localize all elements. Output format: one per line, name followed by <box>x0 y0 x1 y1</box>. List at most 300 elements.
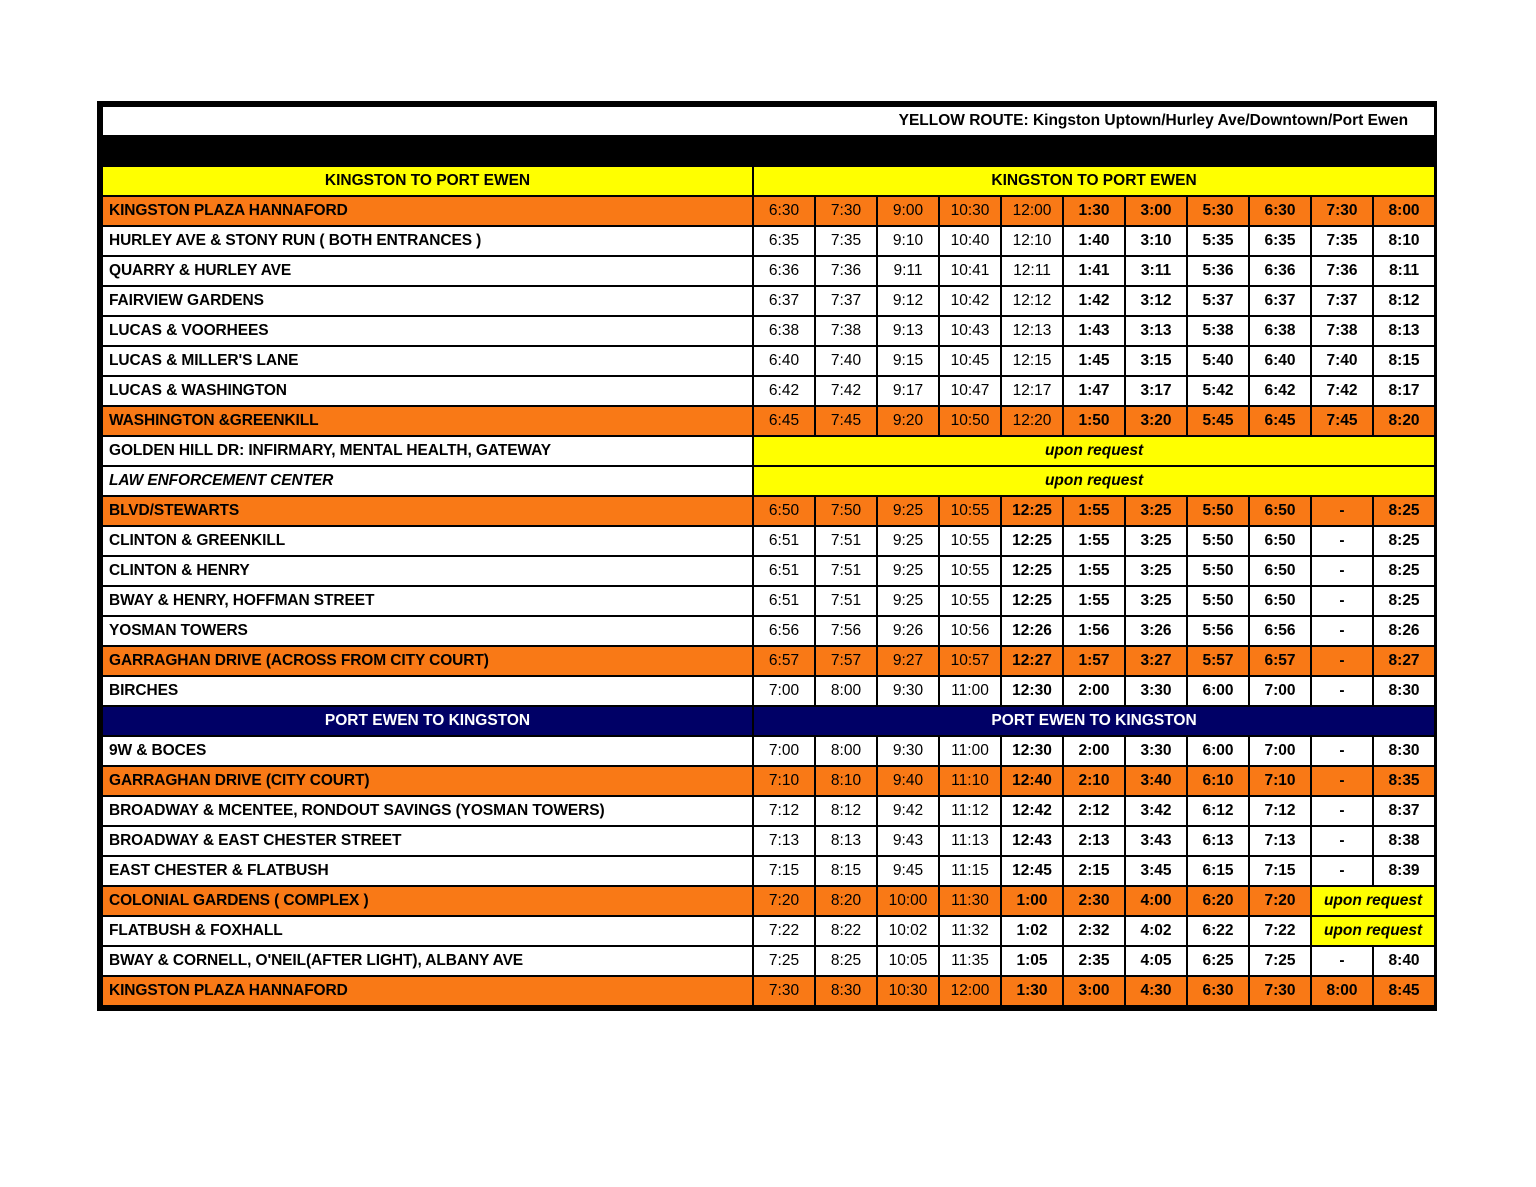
time-cell: 8:30 <box>1373 676 1435 706</box>
time-cell: 6:38 <box>753 316 815 346</box>
time-cell: 6:22 <box>1187 916 1249 946</box>
time-cell: 6:30 <box>753 196 815 226</box>
time-cell: 8:39 <box>1373 856 1435 886</box>
time-cell: 10:02 <box>877 916 939 946</box>
time-cell: 9:43 <box>877 826 939 856</box>
section-header-row-port-ewen-to-kingston <box>102 706 1435 736</box>
time-cell: 3:43 <box>1125 826 1187 856</box>
time-cell: 1:56 <box>1063 616 1125 646</box>
time-cell: 6:15 <box>1187 856 1249 886</box>
time-cell: 10:50 <box>939 406 1001 436</box>
time-cell: 5:40 <box>1187 346 1249 376</box>
time-cell: 2:00 <box>1063 736 1125 766</box>
time-cell: 8:20 <box>815 886 877 916</box>
time-cell: 10:00 <box>877 886 939 916</box>
time-cell: 7:15 <box>753 856 815 886</box>
time-cell: 2:35 <box>1063 946 1125 976</box>
time-cell: 8:35 <box>1373 766 1435 796</box>
time-cell: 3:25 <box>1125 496 1187 526</box>
time-cell: 7:51 <box>815 586 877 616</box>
route-banner-row <box>102 106 1435 136</box>
table-row <box>102 856 1435 886</box>
time-cell: 4:00 <box>1125 886 1187 916</box>
time-cell: 6:50 <box>1249 556 1311 586</box>
time-cell: 9:45 <box>877 856 939 886</box>
time-cell: 8:13 <box>1373 316 1435 346</box>
time-cell: 6:13 <box>1187 826 1249 856</box>
time-cell: 9:11 <box>877 256 939 286</box>
time-cell: 10:43 <box>939 316 1001 346</box>
time-cell: 7:42 <box>1311 376 1373 406</box>
time-cell: 1:40 <box>1063 226 1125 256</box>
time-cell: - <box>1311 676 1373 706</box>
table-row <box>102 916 1435 946</box>
schedule-body <box>102 106 1435 1006</box>
time-cell: 6:36 <box>753 256 815 286</box>
time-cell: 6:37 <box>1249 286 1311 316</box>
stop-name-cell: COLONIAL GARDENS ( COMPLEX ) <box>102 886 753 916</box>
time-cell: 12:13 <box>1001 316 1063 346</box>
time-cell: 7:13 <box>753 826 815 856</box>
time-cell: 7:35 <box>1311 226 1373 256</box>
table-row <box>102 526 1435 556</box>
time-cell: 10:41 <box>939 256 1001 286</box>
time-cell: 2:15 <box>1063 856 1125 886</box>
table-row <box>102 676 1435 706</box>
table-row <box>102 466 1435 496</box>
stop-name-cell: CLINTON & GREENKILL <box>102 526 753 556</box>
time-cell: 3:10 <box>1125 226 1187 256</box>
table-row <box>102 346 1435 376</box>
time-cell: 12:27 <box>1001 646 1063 676</box>
time-cell: 1:47 <box>1063 376 1125 406</box>
table-row <box>102 286 1435 316</box>
stop-name-cell: LAW ENFORCEMENT CENTER <box>102 466 753 496</box>
stop-name-cell: KINGSTON PLAZA HANNAFORD <box>102 976 753 1006</box>
section-header-row-kingston-to-port-ewen <box>102 166 1435 196</box>
time-cell: 7:42 <box>815 376 877 406</box>
time-cell: 8:40 <box>1373 946 1435 976</box>
time-cell: 3:26 <box>1125 616 1187 646</box>
time-cell: 6:51 <box>753 526 815 556</box>
time-cell: 5:56 <box>1187 616 1249 646</box>
time-cell: 5:36 <box>1187 256 1249 286</box>
time-cell: 10:45 <box>939 346 1001 376</box>
time-cell: 8:00 <box>815 676 877 706</box>
time-cell: 9:25 <box>877 496 939 526</box>
time-cell: 6:30 <box>1187 976 1249 1006</box>
time-cell: 8:00 <box>1373 196 1435 226</box>
table-row <box>102 556 1435 586</box>
time-cell: 9:26 <box>877 616 939 646</box>
time-cell: 1:55 <box>1063 526 1125 556</box>
time-cell: 3:30 <box>1125 736 1187 766</box>
upon-request-banner: upon request <box>753 466 1435 496</box>
time-cell: 3:42 <box>1125 796 1187 826</box>
time-cell: 3:13 <box>1125 316 1187 346</box>
time-cell: 6:56 <box>1249 616 1311 646</box>
time-cell: 3:00 <box>1125 196 1187 226</box>
stop-name-cell: LUCAS & MILLER'S LANE <box>102 346 753 376</box>
time-cell: 9:25 <box>877 556 939 586</box>
time-cell: 10:55 <box>939 556 1001 586</box>
time-cell: 8:15 <box>1373 346 1435 376</box>
time-cell: - <box>1311 616 1373 646</box>
time-cell: 6:40 <box>1249 346 1311 376</box>
time-cell: 7:36 <box>815 256 877 286</box>
time-cell: - <box>1311 496 1373 526</box>
time-cell: 7:25 <box>1249 946 1311 976</box>
time-cell: 8:37 <box>1373 796 1435 826</box>
time-cell: 6:35 <box>753 226 815 256</box>
time-cell: 1:43 <box>1063 316 1125 346</box>
time-cell: 10:42 <box>939 286 1001 316</box>
time-cell: 8:25 <box>1373 526 1435 556</box>
time-cell: 9:00 <box>877 196 939 226</box>
time-cell: 6:50 <box>753 496 815 526</box>
time-cell: - <box>1311 586 1373 616</box>
time-cell: 1:42 <box>1063 286 1125 316</box>
time-cell: 1:45 <box>1063 346 1125 376</box>
time-cell: 6:42 <box>753 376 815 406</box>
time-cell: 5:30 <box>1187 196 1249 226</box>
time-cell: - <box>1311 826 1373 856</box>
stop-name-cell: 9W & BOCES <box>102 736 753 766</box>
time-cell: 12:00 <box>939 976 1001 1006</box>
time-cell: 10:55 <box>939 526 1001 556</box>
time-cell: 4:30 <box>1125 976 1187 1006</box>
time-cell: 12:17 <box>1001 376 1063 406</box>
time-cell: 7:30 <box>1311 196 1373 226</box>
time-cell: 8:25 <box>1373 556 1435 586</box>
time-cell: 6:10 <box>1187 766 1249 796</box>
time-cell: 10:05 <box>877 946 939 976</box>
time-cell: 7:50 <box>815 496 877 526</box>
time-cell: - <box>1311 946 1373 976</box>
time-cell: 8:30 <box>815 976 877 1006</box>
time-cell: 8:17 <box>1373 376 1435 406</box>
section-header-left-kingston-to-port-ewen: KINGSTON TO PORT EWEN <box>102 166 753 196</box>
time-cell: - <box>1311 796 1373 826</box>
route-banner-title: YELLOW ROUTE: Kingston Uptown/Hurley Ave/Downtown/Port Ewen <box>102 106 1435 136</box>
time-cell: 6:57 <box>1249 646 1311 676</box>
time-cell: 1:02 <box>1001 916 1063 946</box>
time-cell: 12:20 <box>1001 406 1063 436</box>
time-cell: 12:45 <box>1001 856 1063 886</box>
stop-name-cell: BLVD/STEWARTS <box>102 496 753 526</box>
time-cell: 6:51 <box>753 586 815 616</box>
schedule-table-container <box>97 101 1437 1011</box>
time-cell: 7:22 <box>753 916 815 946</box>
time-cell: 6:50 <box>1249 526 1311 556</box>
time-cell: 7:51 <box>815 556 877 586</box>
time-cell: 3:40 <box>1125 766 1187 796</box>
time-cell: 3:25 <box>1125 556 1187 586</box>
table-row <box>102 766 1435 796</box>
time-cell: 7:12 <box>753 796 815 826</box>
time-cell: 6:30 <box>1249 196 1311 226</box>
time-cell: 10:30 <box>877 976 939 1006</box>
time-cell: 6:57 <box>753 646 815 676</box>
stop-name-cell: FAIRVIEW GARDENS <box>102 286 753 316</box>
time-cell: 12:12 <box>1001 286 1063 316</box>
time-cell: 8:25 <box>1373 496 1435 526</box>
time-cell: 7:38 <box>815 316 877 346</box>
time-cell: 8:26 <box>1373 616 1435 646</box>
table-row <box>102 976 1435 1006</box>
time-cell: 3:20 <box>1125 406 1187 436</box>
time-cell: 2:00 <box>1063 676 1125 706</box>
stop-name-cell: GOLDEN HILL DR: INFIRMARY, MENTAL HEALTH, GATEWAY <box>102 436 753 466</box>
stop-name-cell: BWAY & HENRY, HOFFMAN STREET <box>102 586 753 616</box>
time-cell: 10:55 <box>939 586 1001 616</box>
time-cell: 7:30 <box>1249 976 1311 1006</box>
time-cell: 7:40 <box>815 346 877 376</box>
time-cell: 2:30 <box>1063 886 1125 916</box>
section-header-right-port-ewen-to-kingston: PORT EWEN TO KINGSTON <box>753 706 1435 736</box>
time-cell: 7:00 <box>753 676 815 706</box>
time-cell: 9:12 <box>877 286 939 316</box>
time-cell: 7:30 <box>815 196 877 226</box>
time-cell: 7:37 <box>1311 286 1373 316</box>
time-cell: 6:45 <box>1249 406 1311 436</box>
stop-name-cell: BROADWAY & EAST CHESTER STREET <box>102 826 753 856</box>
time-cell: 2:13 <box>1063 826 1125 856</box>
time-cell: 7:20 <box>753 886 815 916</box>
table-row <box>102 316 1435 346</box>
time-cell: 9:42 <box>877 796 939 826</box>
time-cell: 5:42 <box>1187 376 1249 406</box>
table-row <box>102 436 1435 466</box>
time-cell: 7:20 <box>1249 886 1311 916</box>
stop-name-cell: BIRCHES <box>102 676 753 706</box>
upon-request-banner: upon request <box>753 436 1435 466</box>
table-row <box>102 616 1435 646</box>
time-cell: 6:45 <box>753 406 815 436</box>
stop-name-cell: BWAY & CORNELL, O'NEIL(AFTER LIGHT), ALBANY AVE <box>102 946 753 976</box>
time-cell: 12:10 <box>1001 226 1063 256</box>
time-cell: 8:27 <box>1373 646 1435 676</box>
time-cell: 3:17 <box>1125 376 1187 406</box>
time-cell: 7:25 <box>753 946 815 976</box>
time-cell: 9:13 <box>877 316 939 346</box>
time-cell: 10:47 <box>939 376 1001 406</box>
stop-name-cell: CLINTON & HENRY <box>102 556 753 586</box>
time-cell: 5:50 <box>1187 526 1249 556</box>
time-cell: 8:25 <box>815 946 877 976</box>
time-cell: 12:00 <box>1001 196 1063 226</box>
time-cell: 12:26 <box>1001 616 1063 646</box>
time-cell: 7:45 <box>815 406 877 436</box>
time-cell: 3:25 <box>1125 526 1187 556</box>
time-cell: 3:25 <box>1125 586 1187 616</box>
stop-name-cell: BROADWAY & MCENTEE, RONDOUT SAVINGS (YOSMAN TOWERS) <box>102 796 753 826</box>
time-cell: 1:55 <box>1063 556 1125 586</box>
time-cell: 8:45 <box>1373 976 1435 1006</box>
stop-name-cell: GARRAGHAN DRIVE (ACROSS FROM CITY COURT) <box>102 646 753 676</box>
stop-name-cell: KINGSTON PLAZA HANNAFORD <box>102 196 753 226</box>
time-cell: 10:55 <box>939 496 1001 526</box>
time-cell: 3:27 <box>1125 646 1187 676</box>
time-cell: 12:40 <box>1001 766 1063 796</box>
banner-spacer-row <box>102 136 1435 166</box>
time-cell: 1:57 <box>1063 646 1125 676</box>
time-cell: 8:10 <box>1373 226 1435 256</box>
time-cell: 7:15 <box>1249 856 1311 886</box>
time-cell: 5:45 <box>1187 406 1249 436</box>
time-cell: 1:50 <box>1063 406 1125 436</box>
time-cell: 7:51 <box>815 526 877 556</box>
time-cell: 6:56 <box>753 616 815 646</box>
time-cell: 8:25 <box>1373 586 1435 616</box>
table-row <box>102 406 1435 436</box>
time-cell: 6:12 <box>1187 796 1249 826</box>
banner-spacer <box>102 136 1435 166</box>
time-cell: - <box>1311 736 1373 766</box>
time-cell: 7:13 <box>1249 826 1311 856</box>
stop-name-cell: YOSMAN TOWERS <box>102 616 753 646</box>
time-cell: 11:12 <box>939 796 1001 826</box>
table-row <box>102 586 1435 616</box>
time-cell: 5:35 <box>1187 226 1249 256</box>
time-cell: 9:25 <box>877 526 939 556</box>
time-cell: 11:32 <box>939 916 1001 946</box>
time-cell: 9:15 <box>877 346 939 376</box>
time-cell: 9:27 <box>877 646 939 676</box>
time-cell: 11:15 <box>939 856 1001 886</box>
time-cell: 9:20 <box>877 406 939 436</box>
table-row <box>102 226 1435 256</box>
table-row <box>102 646 1435 676</box>
time-cell: 3:15 <box>1125 346 1187 376</box>
time-cell: 12:30 <box>1001 736 1063 766</box>
time-cell: 7:30 <box>753 976 815 1006</box>
table-row <box>102 886 1435 916</box>
time-cell: 4:02 <box>1125 916 1187 946</box>
time-cell: 6:36 <box>1249 256 1311 286</box>
time-cell: 3:45 <box>1125 856 1187 886</box>
stop-name-cell: QUARRY & HURLEY AVE <box>102 256 753 286</box>
time-cell: 1:00 <box>1001 886 1063 916</box>
time-cell: 12:25 <box>1001 586 1063 616</box>
table-row <box>102 826 1435 856</box>
time-cell: 12:25 <box>1001 526 1063 556</box>
time-cell: 5:50 <box>1187 556 1249 586</box>
stop-name-cell: LUCAS & WASHINGTON <box>102 376 753 406</box>
table-row <box>102 496 1435 526</box>
time-cell: 9:30 <box>877 736 939 766</box>
time-cell: 8:13 <box>815 826 877 856</box>
time-cell: 8:11 <box>1373 256 1435 286</box>
time-cell: 7:35 <box>815 226 877 256</box>
time-cell: 8:30 <box>1373 736 1435 766</box>
time-cell: 5:50 <box>1187 586 1249 616</box>
upon-request-cell: upon request <box>1311 886 1435 916</box>
time-cell: 6:35 <box>1249 226 1311 256</box>
time-cell: 9:17 <box>877 376 939 406</box>
time-cell: 7:38 <box>1311 316 1373 346</box>
time-cell: 8:00 <box>815 736 877 766</box>
table-row <box>102 256 1435 286</box>
time-cell: - <box>1311 556 1373 586</box>
time-cell: - <box>1311 856 1373 886</box>
time-cell: 8:15 <box>815 856 877 886</box>
time-cell: 6:20 <box>1187 886 1249 916</box>
time-cell: 8:12 <box>815 796 877 826</box>
time-cell: 2:12 <box>1063 796 1125 826</box>
time-cell: 11:10 <box>939 766 1001 796</box>
time-cell: 7:00 <box>753 736 815 766</box>
stop-name-cell: EAST CHESTER & FLATBUSH <box>102 856 753 886</box>
time-cell: 12:11 <box>1001 256 1063 286</box>
time-cell: 12:15 <box>1001 346 1063 376</box>
table-row <box>102 376 1435 406</box>
time-cell: 11:30 <box>939 886 1001 916</box>
time-cell: 6:38 <box>1249 316 1311 346</box>
time-cell: 7:00 <box>1249 676 1311 706</box>
time-cell: 5:37 <box>1187 286 1249 316</box>
time-cell: 7:10 <box>1249 766 1311 796</box>
time-cell: 7:12 <box>1249 796 1311 826</box>
time-cell: 8:20 <box>1373 406 1435 436</box>
time-cell: 6:37 <box>753 286 815 316</box>
stop-name-cell: LUCAS & VOORHEES <box>102 316 753 346</box>
table-row <box>102 196 1435 226</box>
stop-name-cell: WASHINGTON &GREENKILL <box>102 406 753 436</box>
table-row <box>102 796 1435 826</box>
time-cell: - <box>1311 646 1373 676</box>
time-cell: 5:50 <box>1187 496 1249 526</box>
time-cell: 3:30 <box>1125 676 1187 706</box>
time-cell: 8:10 <box>815 766 877 796</box>
time-cell: 12:42 <box>1001 796 1063 826</box>
time-cell: 11:00 <box>939 676 1001 706</box>
stop-name-cell: FLATBUSH & FOXHALL <box>102 916 753 946</box>
time-cell: 12:30 <box>1001 676 1063 706</box>
section-header-left-port-ewen-to-kingston: PORT EWEN TO KINGSTON <box>102 706 753 736</box>
time-cell: 7:00 <box>1249 736 1311 766</box>
table-row <box>102 946 1435 976</box>
time-cell: 6:00 <box>1187 736 1249 766</box>
time-cell: 9:40 <box>877 766 939 796</box>
time-cell: 7:10 <box>753 766 815 796</box>
table-row <box>102 736 1435 766</box>
time-cell: 12:43 <box>1001 826 1063 856</box>
time-cell: 8:12 <box>1373 286 1435 316</box>
stop-name-cell: HURLEY AVE & STONY RUN ( BOTH ENTRANCES ) <box>102 226 753 256</box>
time-cell: - <box>1311 766 1373 796</box>
time-cell: 8:22 <box>815 916 877 946</box>
time-cell: 6:51 <box>753 556 815 586</box>
time-cell: 11:00 <box>939 736 1001 766</box>
time-cell: 12:25 <box>1001 496 1063 526</box>
time-cell: 6:42 <box>1249 376 1311 406</box>
time-cell: 7:37 <box>815 286 877 316</box>
time-cell: 1:41 <box>1063 256 1125 286</box>
time-cell: 3:12 <box>1125 286 1187 316</box>
time-cell: 9:10 <box>877 226 939 256</box>
time-cell: 9:25 <box>877 586 939 616</box>
time-cell: 5:38 <box>1187 316 1249 346</box>
section-header-right-kingston-to-port-ewen: KINGSTON TO PORT EWEN <box>753 166 1435 196</box>
time-cell: 10:57 <box>939 646 1001 676</box>
time-cell: 7:45 <box>1311 406 1373 436</box>
time-cell: 10:40 <box>939 226 1001 256</box>
yellow-route-schedule-table <box>101 105 1436 1007</box>
time-cell: 7:56 <box>815 616 877 646</box>
time-cell: 5:57 <box>1187 646 1249 676</box>
time-cell: 1:55 <box>1063 586 1125 616</box>
